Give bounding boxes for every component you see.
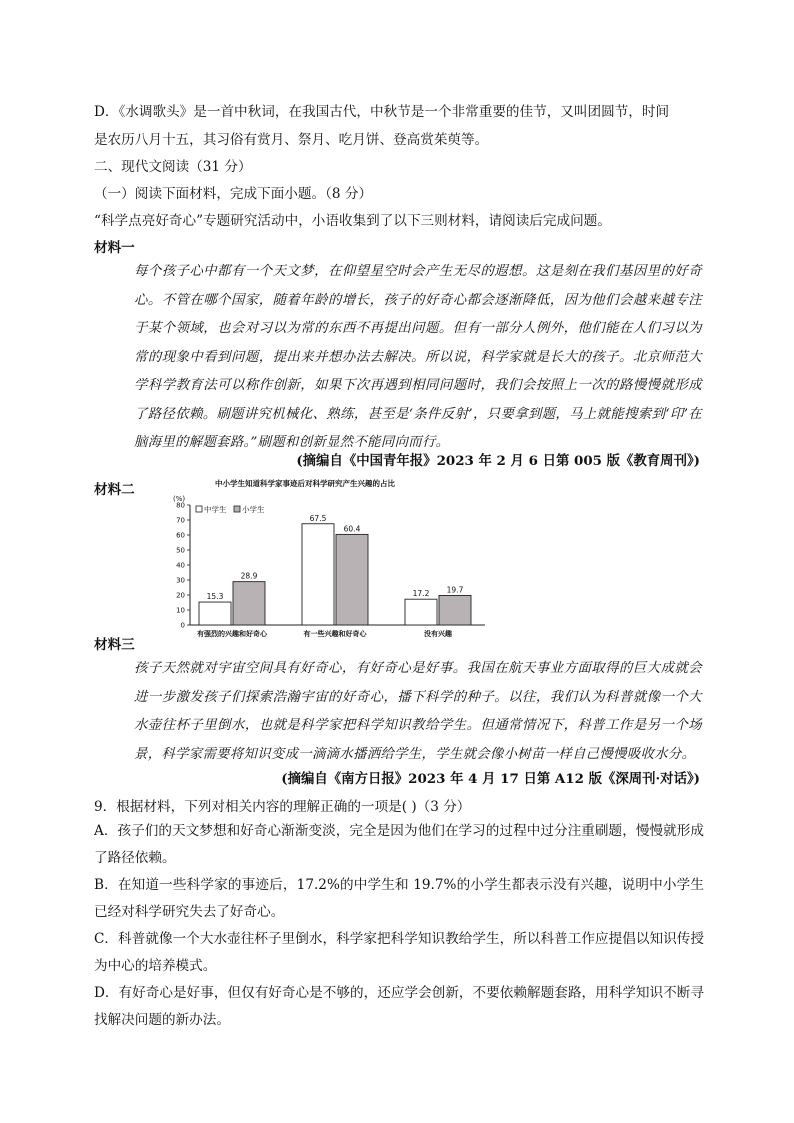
bar-value-label: 67.5 bbox=[309, 513, 327, 523]
material1-paragraph: 每个孩子心中都有一个天文梦，在仰望星空时会产生无尽的遐想。这是刻在我们基因里的好奇心。不管在哪个国家，随着年龄的增长，孩子的好奇心都会逐渐降低，因为他们会越来越专注于某个领域，也会对习以为常的东西不再提出问题。但有一部分人例外，他们能在人们习以为常的现象中看到问题，提出来并想办法去解决。所以说，科学家就是长大的孩子。北京师范大学科学教育法可以称作创新，如果下次再遇到相同问题时，我们会按照上一次的路慢慢就形成了路径依赖。刷题讲究机械化、熟练，甚至是‘条件反射’，只要拿到题，马上就能搜索到‘印’在脑海里的解题套路。”刷题和创新显然不能同向而行。 bbox=[134, 264, 702, 450]
legend-swatch-middle bbox=[196, 506, 202, 512]
bar-1-0 bbox=[302, 524, 334, 625]
bar-value-label: 15.3 bbox=[206, 592, 224, 602]
material1-text bbox=[94, 258, 702, 458]
material1-source: (摘编自《中国青年报》2023 年 2 月 6 日第 005 版《教育周刊》) bbox=[296, 453, 700, 469]
y-tick-label: 20 bbox=[176, 591, 185, 600]
intro-text: “科学点亮好奇心”专题研究活动中，小语收集到了以下三则材料，请阅读后完成问题。 bbox=[94, 213, 611, 229]
material2-heading: 材料二 bbox=[94, 482, 135, 498]
section-heading: 二、现代文阅读（31 分） bbox=[94, 159, 252, 175]
option-d-line-1: D．《水调歌头》是一首中秋词，在我国古代，中秋节是一个非常重要的佳节，又叫团圆节，时间 bbox=[94, 104, 670, 120]
y-tick-group bbox=[176, 502, 190, 630]
option-c: C．科普就像一个大水壶往杯子里倒水，科学家把科学知识教给学生，所以科普工作应提倡以知识传授为中心的培养模式。 bbox=[94, 931, 704, 974]
sub-section-heading: （一）阅读下面材料，完成下面小题。（8 分） bbox=[94, 186, 373, 202]
legend-label-middle: 中学生 bbox=[204, 505, 227, 514]
material3-source: (摘编自《南方日报》2023 年 4 月 17 日第 A12 版《深周刊·对话》) bbox=[281, 771, 700, 787]
y-tick-label: 80 bbox=[176, 501, 185, 510]
material3-heading: 材料三 bbox=[94, 637, 135, 653]
bar-group bbox=[199, 514, 471, 625]
question-stem: 9．根据材料，下列对相关内容的理解正确的一项是( )（3 分） bbox=[94, 799, 471, 815]
y-tick-label: 30 bbox=[176, 576, 185, 585]
bar-2-1 bbox=[439, 595, 471, 625]
legend bbox=[196, 504, 265, 514]
y-tick-label: 60 bbox=[176, 531, 185, 540]
y-tick-label: 0 bbox=[180, 621, 185, 630]
chart-title: 中小学生知道科学家事迹后对科学研究产生兴趣的占比 bbox=[215, 479, 395, 488]
option-b: B．在知道一些科学家的事迹后，17.2%的中学生和 19.7%的小学生都表示没有兴趣，说明中小学生已经对科学研究失去了好奇心。 bbox=[94, 877, 704, 920]
bar-1-1 bbox=[336, 534, 368, 625]
legend-label-primary: 小学生 bbox=[242, 505, 265, 514]
bar-chart bbox=[155, 475, 495, 643]
bar-2-0 bbox=[405, 599, 437, 625]
x-tick-label: 有一些兴趣和好奇心 bbox=[303, 630, 367, 638]
option-d: D．有好奇心是好事，但仅有好奇心是不够的，还应学会创新，不要依赖解题套路，用科学知识不断寻找解决问题的新办法。 bbox=[94, 985, 704, 1028]
option-d-line-2: 是农历八月十五，其习俗有赏月、祭月、吃月饼、登高赏茱萸等。 bbox=[94, 132, 489, 148]
bar-value-label: 28.9 bbox=[240, 571, 258, 581]
x-tick-group bbox=[197, 629, 452, 638]
material3-paragraph: 孩子天然就对宇宙空间具有好奇心，有好奇心是好事。我国在航天事业方面取得的巨大成就会进一步激发孩子们探索浩瀚宇宙的好奇心，播下科学的种子。以往，我们认为科普就像一个大水壶往杯子里倒水，也就是科学家把科学知识教给学生。但通常情况下，科普工作是另一个场景，科学家需要将知识变成一滴滴水播洒给学生，学生就会像小树苗一样自己慢慢吸收水分。 bbox=[134, 661, 702, 762]
x-tick-label: 没有兴趣 bbox=[424, 630, 452, 638]
y-tick-label: 40 bbox=[176, 561, 185, 570]
chart-ylabel: (%) bbox=[173, 495, 186, 503]
bar-0-0 bbox=[199, 602, 231, 625]
y-tick-label: 70 bbox=[176, 516, 185, 525]
bar-0-1 bbox=[233, 582, 265, 625]
bar-value-label: 17.2 bbox=[412, 589, 430, 599]
bar-value-label: 60.4 bbox=[343, 524, 361, 534]
bar-value-label: 19.7 bbox=[446, 585, 464, 595]
x-tick-label: 有强烈的兴趣和好奇心 bbox=[197, 630, 267, 638]
option-a: A．孩子们的天文梦想和好奇心渐渐变淡，完全是因为他们在学习的过程中过分注重刷题，慢慢就形成了路径依赖。 bbox=[94, 823, 704, 866]
y-tick-label: 50 bbox=[176, 546, 185, 555]
material3-text bbox=[94, 655, 702, 769]
legend-swatch-primary bbox=[234, 506, 240, 512]
y-tick-label: 10 bbox=[176, 606, 185, 615]
material1-heading: 材料一 bbox=[94, 240, 135, 256]
